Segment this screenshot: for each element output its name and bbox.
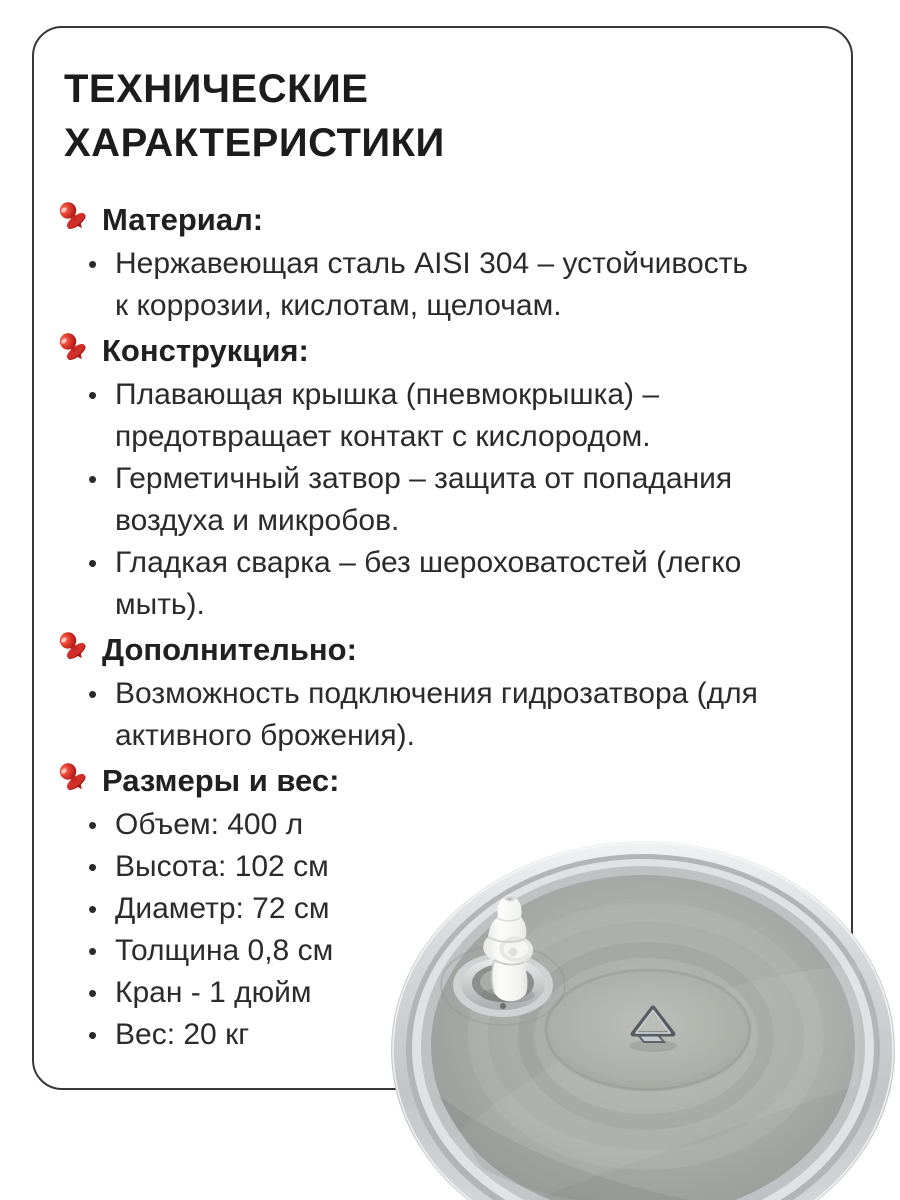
bullet-text: Возможность подключения гидрозатвора (для активного брожения). [115,677,758,752]
list-item [58,542,827,626]
red-pushpin-icon [57,330,94,372]
bullet-text: Герметичный затвор – защита от попадания воздуха и микробов. [115,462,733,537]
bullet-icon: • [88,679,98,709]
bullet-text: Толщина 0,8 см [115,934,334,967]
bullet-text: Диаметр: 72 см [115,892,330,925]
bullet-text: Вес: 20 кг [115,1018,250,1051]
red-pushpin-icon [57,629,94,671]
spec-section-additional [58,626,827,757]
bullet-icon: • [88,380,98,410]
spec-section-material [58,196,827,327]
list-item [58,458,827,542]
section-header-label: Размеры и вес: [102,762,340,798]
bullet-text: Объем: 400 л [115,808,304,841]
section-header-row [58,327,827,374]
bullet-text: Гладкая сварка – без шероховатостей (легко мыть). [115,546,742,621]
bullet-icon: • [88,852,98,882]
bullet-icon: • [88,464,98,494]
bullet-text: Кран - 1 дюйм [115,976,312,1009]
bullet-icon: • [88,548,98,578]
section-header-row [58,757,827,804]
bullet-icon: • [88,810,98,840]
bullet-text: Нержавеющая сталь AISI 304 – устойчивость к коррозии, кислотам, щелочам. [115,247,749,322]
list-item [58,374,827,458]
bullet-icon: • [88,894,98,924]
red-pushpin-icon [57,760,94,802]
bullet-icon: • [88,249,98,279]
list-item [58,673,827,757]
page-title: ТЕХНИЧЕСКИЕ ХАРАКТЕРИСТИКИ [64,67,445,165]
bullet-icon: • [88,1020,98,1050]
spec-section-construction [58,327,827,626]
section-header-label: Дополнительно: [102,631,357,667]
section-header-label: Материал: [102,201,264,237]
list-item [58,243,827,327]
bullet-icon: • [88,978,98,1008]
product-photo-lid [390,840,900,1200]
red-pushpin-icon [57,199,94,241]
section-header-label: Конструкция: [102,332,309,368]
bullet-text: Высота: 102 см [115,850,329,883]
bullet-text: Плавающая крышка (пневмокрышка) – предотвращает контакт с кислородом. [115,378,660,453]
stainless-lid-illustration [390,840,900,1200]
section-header-row [58,196,827,243]
section-header-row [58,626,827,673]
bullet-icon: • [88,936,98,966]
